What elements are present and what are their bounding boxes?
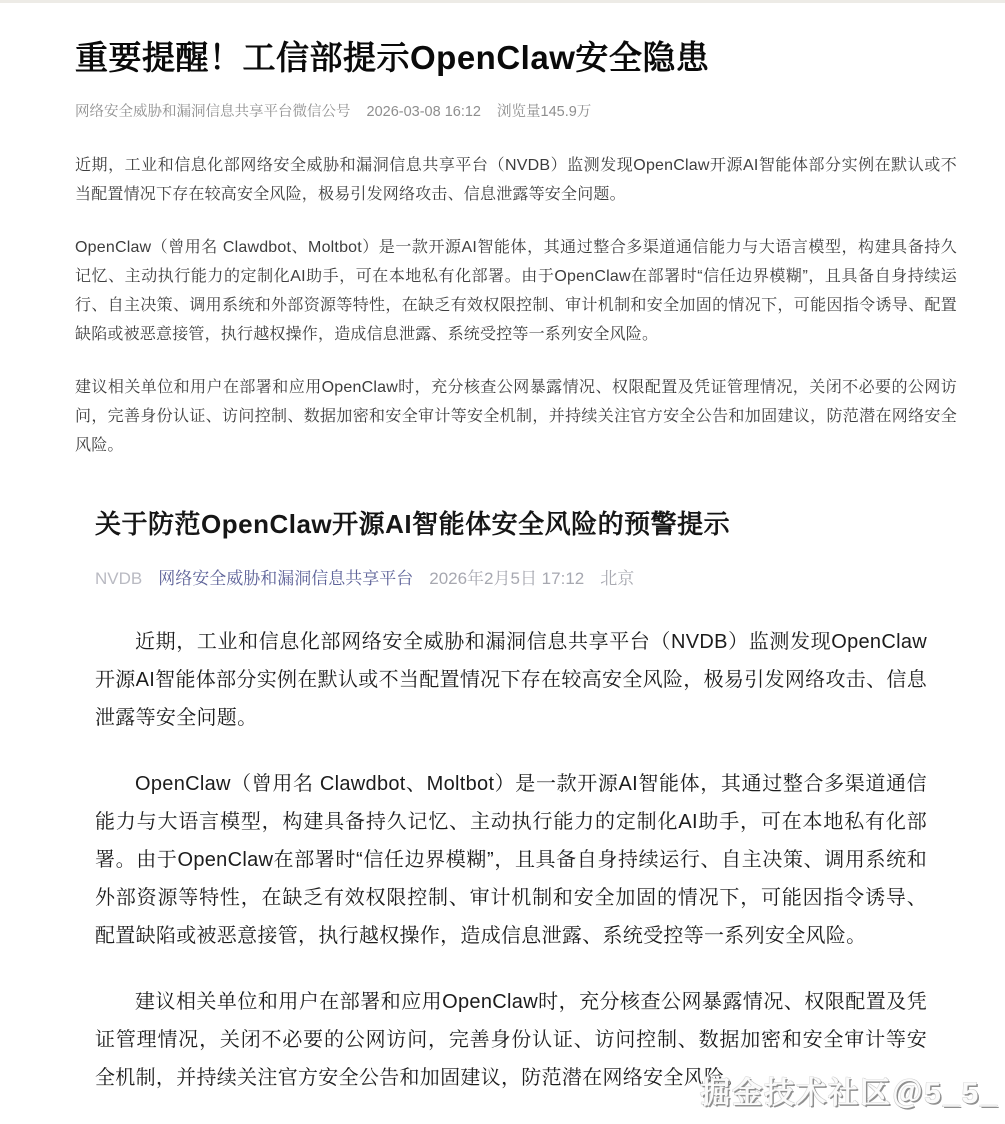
- embedded-article: [95, 508, 927, 1097]
- article-body: [75, 151, 957, 460]
- article-source: 网络安全威胁和漏洞信息共享平台微信公号: [75, 104, 351, 121]
- embedded-source-link[interactable]: 网络安全威胁和漏洞信息共享平台: [158, 569, 414, 589]
- article-paragraph: 建议相关单位和用户在部署和应用OpenClaw时，充分核查公网暴露情况、权限配置及凭证管理情况，关闭不必要的公网访问，完善身份认证、访问控制、数据加密和安全审计等安全机制，并持续关注官方安全公告和加固建议，防范潜在网络安全风险。: [75, 379, 957, 455]
- embedded-paragraph: 近期，工业和信息化部网络安全威胁和漏洞信息共享平台（NVDB）监测发现OpenClaw开源AI智能体部分实例在默认或不当配置情况下存在较高安全风险，极易引发网络攻击、信息泄露等安全问题。: [95, 631, 927, 730]
- article-page: [0, 3, 1005, 1097]
- embedded-article-meta: [95, 564, 927, 589]
- embedded-paragraph: OpenClaw（曾用名 Clawdbot、Moltbot）是一款开源AI智能体，其通过整合多渠道通信能力与大语言模型，构建具备持久记忆、主动执行能力的定制化AI助手，可在本地私有化部署。由于OpenClaw在部署时“信任边界模糊”，且具备自身持续运行、自主决策、调用系统和外部资源等特性，在缺乏有效权限控制、审计机制和安全加固的情况下，可能因指令诱导、配置缺陷或被恶意接管，执行越权操作，造成信息泄露、系统受控等一系列安全风险。: [95, 773, 927, 948]
- article-paragraph: OpenClaw（曾用名 Clawdbot、Moltbot）是一款开源AI智能体，其通过整合多渠道通信能力与大语言模型，构建具备持久记忆、主动执行能力的定制化AI助手，可在本地私有化部署。由于OpenClaw在部署时“信任边界模糊”，且具备自身持续运行、自主决策、调用系统和外部资源等特性，在缺乏有效权限控制、审计机制和安全加固的情况下，可能因指令诱导、配置缺陷或被恶意接管，执行越权操作，造成信息泄露、系统受控等一系列安全风险。: [75, 239, 957, 344]
- embedded-article-title: 关于防范OpenClaw开源AI智能体安全风险的预警提示: [95, 509, 731, 540]
- page-title: 重要提醒！工信部提示OpenClaw安全隐患: [75, 39, 710, 76]
- article-meta: [75, 100, 957, 121]
- article-view-count: 浏览量145.9万: [497, 104, 592, 121]
- article-paragraph: 近期，工业和信息化部网络安全威胁和漏洞信息共享平台（NVDB）监测发现OpenClaw开源AI智能体部分实例在默认或不当配置情况下存在较高安全风险，极易引发网络攻击、信息泄露等安全问题。: [75, 157, 957, 204]
- embedded-source-abbr: NVDB: [95, 569, 143, 589]
- article-datetime: 2026-03-08 16:12: [366, 104, 481, 121]
- embedded-article-body: [95, 623, 927, 1097]
- embedded-location: 北京: [600, 569, 635, 589]
- embedded-paragraph: 建议相关单位和用户在部署和应用OpenClaw时，充分核查公网暴露情况、权限配置及凭证管理情况，关闭不必要的公网访问，完善身份认证、访问控制、数据加密和安全审计等安全机制，并持续关注官方安全公告和加固建议，防范潜在网络安全风险。: [95, 991, 927, 1090]
- community-watermark: 掘金技术社区＠5_5_: [700, 1077, 999, 1110]
- embedded-datetime: 2026年2月5日 17:12: [429, 569, 585, 589]
